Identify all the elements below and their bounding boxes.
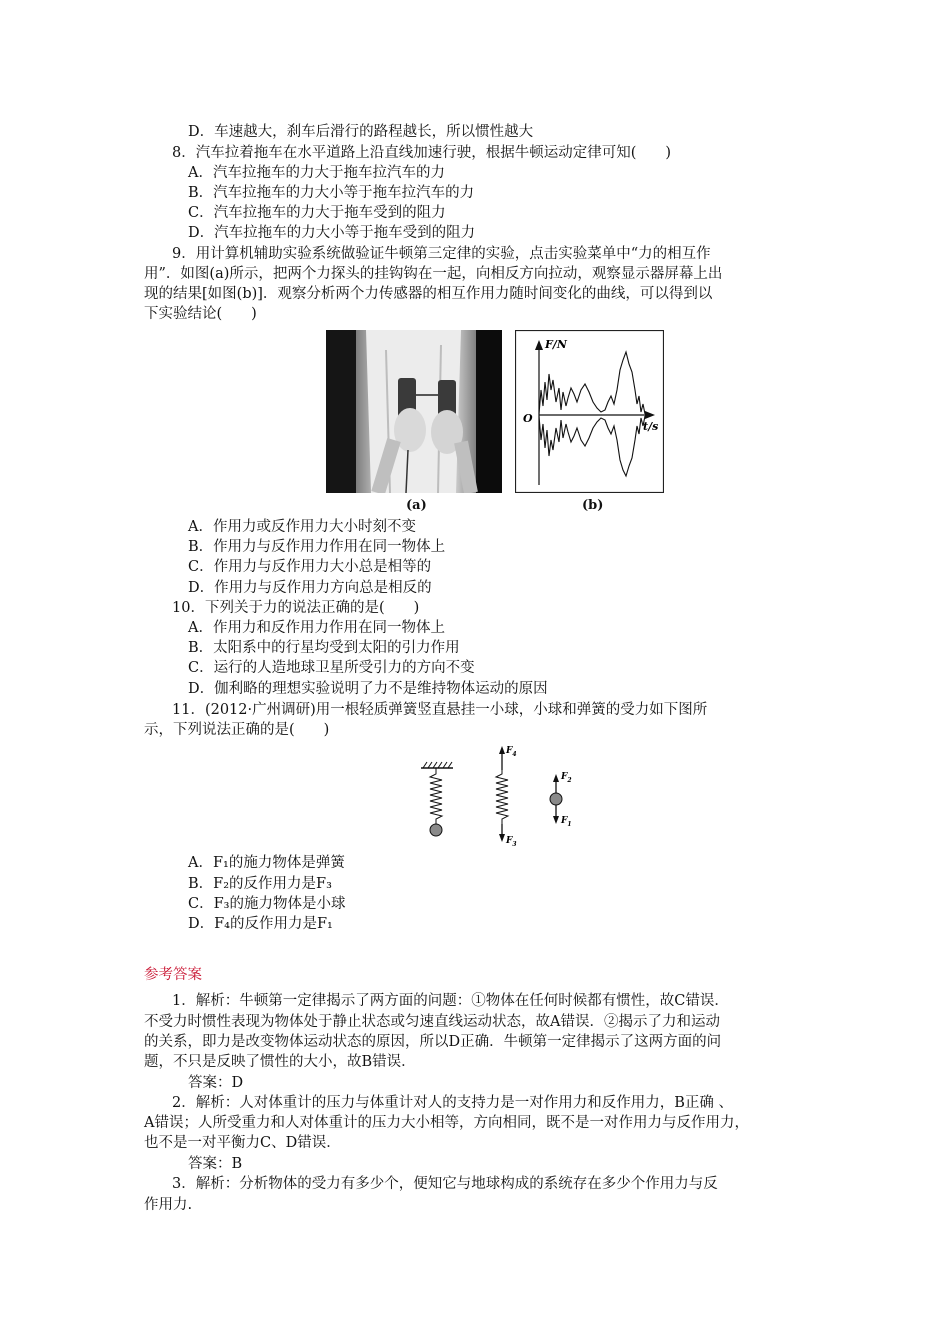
q8-option-c: C．汽车拉拖车的力大于拖车受到的阻力: [188, 205, 446, 221]
q9-stem-line3: 现的结果[如图(b)]．观察分析两个力传感器的相互作用力随时间变化的曲线，可以得到以: [144, 286, 713, 302]
q11-ball-free: [550, 793, 562, 805]
q8-option-b: B．汽车拉拖车的力大小等于拖车拉汽车的力: [188, 185, 475, 201]
q11-option-c: C．F₃的施力物体是小球: [188, 896, 346, 912]
q9-figure-a-caption: (a): [406, 498, 427, 513]
q9-figure-a-photo: [326, 330, 502, 493]
q9-option-d: D．作用力与反作用力方向总是相反的: [188, 580, 432, 596]
q11-arrow-f2-head: [553, 774, 559, 782]
q11-stem-line1: 11．(2012·广州调研)用一根轻质弹簧竖直悬挂一小球，小球和弹簧的受力如下图所: [172, 702, 708, 718]
q9-graph-x-label: t/s: [643, 420, 659, 433]
answer3-line1: 3．解析：分析物体的受力有多少个，便知它与地球构成的系统存在多少个作用力与反: [172, 1176, 718, 1192]
q9-option-c: C．作用力与反作用力大小总是相等的: [188, 559, 432, 575]
q11-force-figure: [415, 742, 585, 850]
q9-figure-b-graph: [515, 330, 664, 493]
q9-option-b: B．作用力与反作用力作用在同一物体上: [188, 539, 446, 555]
q9-graph-origin: O: [523, 412, 533, 425]
answer1-line4: 题，不只是反映了惯性的大小，故B错误．: [144, 1054, 416, 1070]
q11-label-f3: $F_3$: [506, 836, 517, 848]
q11-ball-hanging: [430, 824, 442, 836]
q9-stem-line2: 用”．如图(a)所示，把两个力探头的挂钩钩在一起，向相反方向拉动，观察显示器屏幕上出: [144, 266, 723, 282]
answer1-result: 答案：D: [188, 1075, 244, 1091]
q8-stem: 8．汽车拉着拖车在水平道路上沿直线加速行驶，根据牛顿运动定律可知( ): [172, 145, 672, 161]
q8-option-a: A．汽车拉拖车的力大于拖车拉汽车的力: [188, 165, 445, 181]
q11-arrow-f4-head: [499, 746, 505, 754]
q10-option-a: A．作用力和反作用力作用在同一物体上: [188, 620, 445, 636]
q7-option-d: D．车速越大，刹车后滑行的路程越长，所以惯性越大: [188, 124, 534, 140]
q9-stem-line4: 下实验结论( ): [144, 306, 257, 322]
q10-option-c: C．运行的人造地球卫星所受引力的方向不变: [188, 660, 475, 676]
answer2-line2: A错误；人所受重力和人对体重计的压力大小相等，方向相同，既不是一对作用力与反作用力，: [144, 1115, 749, 1131]
answer2-line1: 2．解析：人对体重计的压力与体重计对人的支持力是一对作用力和反作用力，B正确 、: [172, 1095, 733, 1111]
q8-option-d: D．汽车拉拖车的力大小等于拖车受到的阻力: [188, 225, 476, 241]
q11-option-a: A．F₁的施力物体是弹簧: [188, 855, 345, 871]
answer3-line2: 作用力.: [144, 1197, 193, 1213]
q11-arrow-f1-head: [553, 816, 559, 824]
q10-option-d: D．伽利略的理想实验说明了力不是维持物体运动的原因: [188, 681, 548, 697]
q11-spring-free: [496, 770, 508, 824]
q10-stem: 10．下列关于力的说法正确的是( ): [172, 600, 420, 616]
q11-option-d: D．F₄的反作用力是F₁: [188, 916, 333, 932]
answer1-line3: 的关系，即力是改变物体运动状态的原因，所以D正确．牛顿第一定律揭示了这两方面的问: [144, 1034, 722, 1050]
answers-heading: 参考答案: [144, 967, 202, 983]
answer2-result: 答案：B: [188, 1156, 243, 1172]
answer1-line2: 不受力时惯性表现为物体处于静止状态或匀速直线运动状态，故A错误．②揭示了力和运动: [144, 1014, 720, 1030]
q9-option-a: A．作用力或反作用力大小时刻不变: [188, 519, 416, 535]
q11-label-f1: $F_1$: [561, 816, 572, 828]
q11-spring-hanging: [430, 768, 442, 824]
answer1-line1: 1．解析：牛顿第一定律揭示了两方面的问题：①物体在任何时候都有惯性，故C错误．: [172, 993, 729, 1009]
q11-ceiling-hatch: [423, 762, 452, 768]
answer2-line3: 也不是一对平衡力C、D错误．: [144, 1135, 341, 1151]
q11-label-f2: $F_2$: [561, 772, 572, 784]
q9-figure-b-caption: (b): [582, 498, 604, 513]
q11-option-b: B．F₂的反作用力是F₃: [188, 876, 332, 892]
q9-stem-line1: 9．用计算机辅助实验系统做验证牛顿第三定律的实验，点击实验菜单中“力的相互作: [172, 246, 711, 262]
q10-option-b: B．太阳系中的行星均受到太阳的引力作用: [188, 640, 460, 656]
q9-graph-y-label: F/N: [545, 338, 567, 351]
q11-stem-line2: 示，下列说法正确的是( ): [144, 722, 330, 738]
q11-arrow-f3-head: [499, 834, 505, 842]
q11-label-f4: $F_4$: [506, 746, 517, 758]
